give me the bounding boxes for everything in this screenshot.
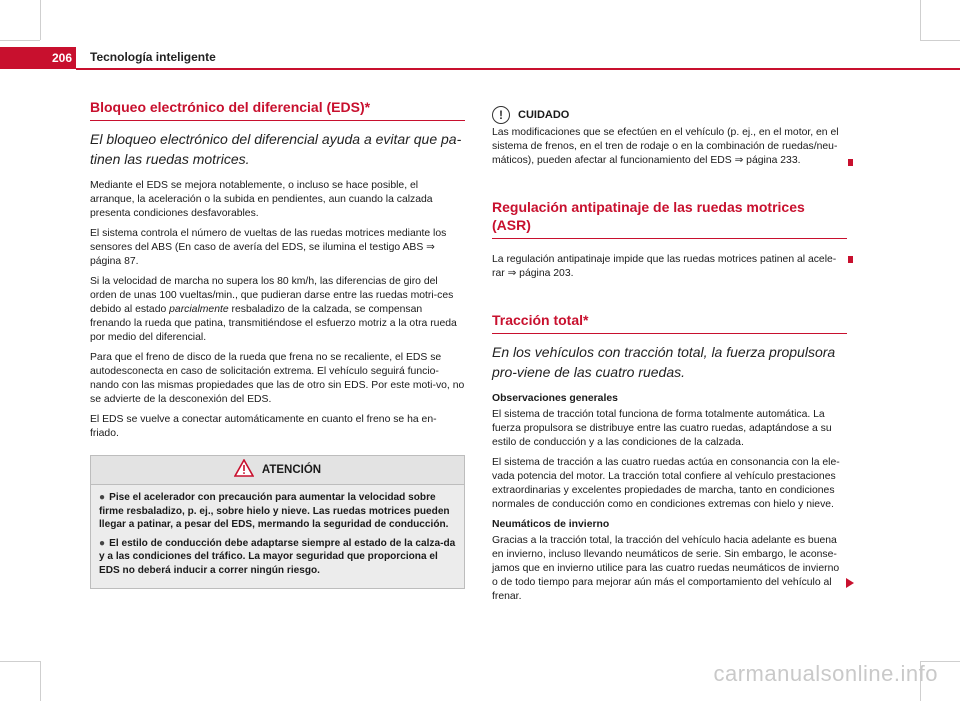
crop-mark bbox=[0, 661, 40, 662]
bullet-icon: ● bbox=[99, 492, 106, 503]
bullet-icon: ● bbox=[99, 537, 106, 549]
paragraph: El sistema de tracción a las cuatro ruedas actúa en consonancia con la ele-vada potencia del motor. La tracción total confiere al vehículo prestaciones extraordinarias y excelentes propiedades de marcha, tanto en condiciones normales de conducción como en condiciones extremas con hielo y nieve. bbox=[492, 457, 840, 510]
paragraph: Para que el freno de disco de la rueda que frena no se recaliente, el EDS se autodesconecta en caso de solicitación extrema. El vehículo seguirá funcio-nando con las mismas propiedades que las de otro sin EDS. Por este moti-vo, no se advierte de la desconexión del EDS. bbox=[90, 352, 465, 405]
section-title-eds: Bloqueo electrónico del diferencial (EDS)* bbox=[90, 98, 465, 121]
crop-mark bbox=[0, 40, 40, 41]
caution-title: CUIDADO bbox=[518, 109, 570, 121]
section-title-asr: Regulación antipatinaje de las ruedas motrices (ASR) bbox=[492, 198, 847, 239]
caution-text: Las modificaciones que se efectúen en el vehículo (p. ej., en el motor, en el sistema de frenos, en el tren de rodaje o en la combinación de ruedas/neu-máticos), pueden afectar al funcionamiento del EDS ⇒ página 233. bbox=[492, 127, 839, 166]
section-end-mark bbox=[848, 256, 853, 263]
subheading: Neumáticos de invierno bbox=[492, 519, 610, 530]
warning-header bbox=[91, 456, 464, 485]
paragraph: El sistema de tracción total funciona de forma totalmente automática. La fuerza propulsora se distribuye entre las cuatro ruedas, adaptándose a su estilo de conducción y a las condiciones de la calzada. bbox=[492, 409, 832, 448]
paragraph: El sistema controla el número de vueltas de las ruedas motrices mediante los sensores del ABS (En caso de avería del EDS, se ilumina el testigo ABS ⇒ página 87. bbox=[90, 228, 447, 267]
page-number: 206 bbox=[0, 47, 76, 69]
crop-mark bbox=[920, 0, 921, 40]
section-end-mark bbox=[848, 159, 853, 166]
crop-mark bbox=[920, 40, 960, 41]
paragraph: La regulación antipatinaje impide que las ruedas motrices patinen al acele-rar ⇒ página 203. bbox=[492, 254, 837, 279]
caution-icon: ! bbox=[492, 106, 510, 124]
section-lead-awd: En los vehículos con tracción total, la fuerza propulsora pro-viene de las cuatro ruedas. bbox=[492, 344, 836, 380]
warning-item: ● Pise el acelerador con precaución para aumentar la velocidad sobre firme resbaladizo, p. ej., sobre hielo y nieve. Las ruedas motrices pueden llegar a patinar, a pesar del EDS, mermando la seguridad de conducción. bbox=[99, 492, 450, 530]
warning-box bbox=[90, 455, 465, 589]
watermark: carmanualsonline.info bbox=[713, 661, 938, 686]
subheading: Observaciones generales bbox=[492, 393, 618, 404]
right-column bbox=[492, 106, 847, 610]
paragraph: Mediante el EDS se mejora notablemente, o incluso se hace posible, el arranque, la aceleración o la subida en pendientes, aun cuando la calzada presenta condiciones desfavorables. bbox=[90, 180, 433, 219]
section-title-awd: Tracción total* bbox=[492, 311, 847, 334]
running-title: Tecnología inteligente bbox=[90, 50, 216, 64]
crop-mark bbox=[40, 0, 41, 40]
section-lead-eds: El bloqueo electrónico del diferencial ayuda a evitar que pa-tinen las ruedas motrices. bbox=[90, 131, 462, 167]
continue-arrow-icon bbox=[846, 578, 854, 588]
paragraph: El EDS se vuelve a conectar automáticamente en cuanto el freno se ha en-friado. bbox=[90, 414, 437, 439]
warning-body bbox=[91, 485, 464, 588]
header-rule bbox=[76, 68, 960, 70]
caution-header bbox=[492, 106, 847, 124]
warning-title: ATENCIÓN bbox=[261, 464, 322, 476]
left-column bbox=[90, 98, 465, 589]
crop-mark bbox=[40, 661, 41, 701]
paragraph: Gracias a la tracción total, la tracción del vehículo hacia adelante es buena en invierno, incluso llevando neumáticos de serie. Sin embargo, le aconse-jamos que en invierno utilice para las cuatro ruedas neumáticos de invierno o de todo tiempo para mejorar aún más el comportamiento del vehículo al frenar. bbox=[492, 535, 840, 602]
warning-item: ● El estilo de conducción debe adaptarse siempre al estado de la calza-da y a las condiciones del tráfico. La mayor seguridad que proporciona el EDS no deberá inducir a correr ningún riesgo. bbox=[99, 537, 456, 576]
paragraph: Si la velocidad de marcha no supera los 80 km/h, las diferencias de giro del orden de unas 100 vueltas/min., que pudieran darse entre las ruedas motri-ces debido al estado parcialmente resbaladizo de la calzada, se compensan frenando la rueda que patina, transmitiéndose el esfuerzo motriz a la otra rueda por medio del diferencial. bbox=[90, 276, 457, 343]
warning-triangle-icon bbox=[234, 459, 254, 481]
